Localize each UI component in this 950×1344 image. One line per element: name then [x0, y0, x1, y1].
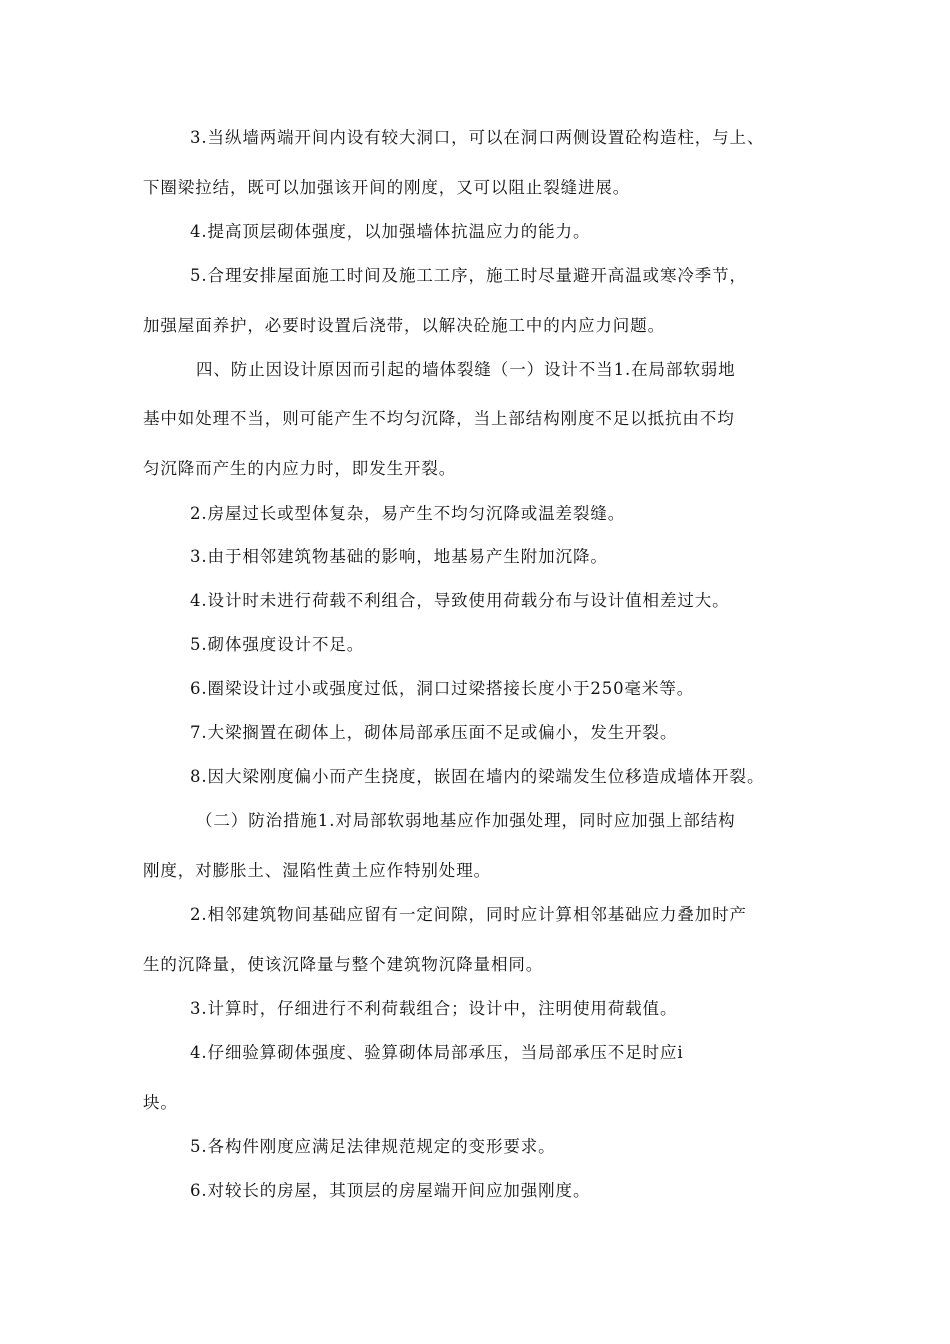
paragraph-15-line-1: 4.仔细验算砌体强度、验算砌体局部承压，当局部承压不足时应i: [190, 1043, 684, 1062]
paragraph-15-line-2: 块。: [143, 1093, 178, 1112]
subsection-heading-line-1: （二）防治措施1.对局部软弱地基应作加强处理，同时应加强上部结构: [196, 811, 736, 830]
paragraph-2-line-1: 4.提高顶层砌体强度，以加强墙体抗温应力的能力。: [190, 222, 591, 241]
paragraph-14-line-1: 3.计算时，仔细进行不利荷载组合；设计中，注明使用荷载值。: [190, 999, 678, 1018]
paragraph-7-line-1: 4.设计时未进行荷载不利组合，导致使用荷载分布与设计值相差过大。: [190, 591, 730, 610]
section-heading-line-2: 基中如处理不当，则可能产生不均匀沉降，当上部结构刚度不足以抵抗由不均: [143, 409, 735, 428]
paragraph-1-line-1: 3.当纵墙两端开间内设有较大洞口，可以在洞口两侧设置砼构造柱，与上、: [190, 128, 765, 147]
paragraph-1-line-2: 下圈梁拉结，既可以加强该开间的刚度，又可以阻止裂缝进展。: [143, 178, 631, 197]
subsection-heading-line-2: 刚度，对膨胀土、湿陷性黄土应作特别处理。: [143, 861, 491, 880]
paragraph-17-line-1: 6.对较长的房屋，其顶层的房屋端开间应加强刚度。: [190, 1181, 591, 1200]
paragraph-6-line-1: 3.由于相邻建筑物基础的影响，地基易产生附加沉降。: [190, 547, 608, 566]
paragraph-3-line-1: 5.合理安排屋面施工时间及施工工序，施工时尽量避开高温或寒冷季节，: [190, 266, 747, 285]
paragraph-16-line-1: 5.各构件刚度应满足法律规范规定的变形要求。: [190, 1137, 556, 1156]
paragraph-5-line-1: 2.房屋过长或型体复杂，易产生不均匀沉降或温差裂缝。: [190, 504, 626, 523]
paragraph-3-line-2: 加强屋面养护，必要时设置后浇带，以解决砼施工中的内应力问题。: [143, 316, 665, 335]
paragraph-8-line-1: 5.砌体强度设计不足。: [190, 635, 365, 654]
paragraph-10-line-1: 7.大梁搁置在砌体上，砌体局部承压面不足或偏小，发生开裂。: [190, 723, 678, 742]
paragraph-9-line-1: 6.圈梁设计过小或强度过低，洞口过梁搭接长度小于250毫米等。: [190, 679, 695, 698]
paragraph-11-line-1: 8.因大梁刚度偏小而产生挠度，嵌固在墙内的梁端发生位移造成墙体开裂。: [190, 767, 765, 786]
section-heading-line-1: 四、防止因设计原因而引起的墙体裂缝（一）设计不当1.在局部软弱地: [196, 360, 736, 379]
paragraph-13-line-2: 生的沉降量，使该沉降量与整个建筑物沉降量相同。: [143, 955, 544, 974]
section-heading-line-3: 匀沉降而产生的内应力时，即发生开裂。: [143, 459, 457, 478]
paragraph-13-line-1: 2.相邻建筑物间基础应留有一定间隙，同时应计算相邻基础应力叠加时产: [190, 905, 747, 924]
